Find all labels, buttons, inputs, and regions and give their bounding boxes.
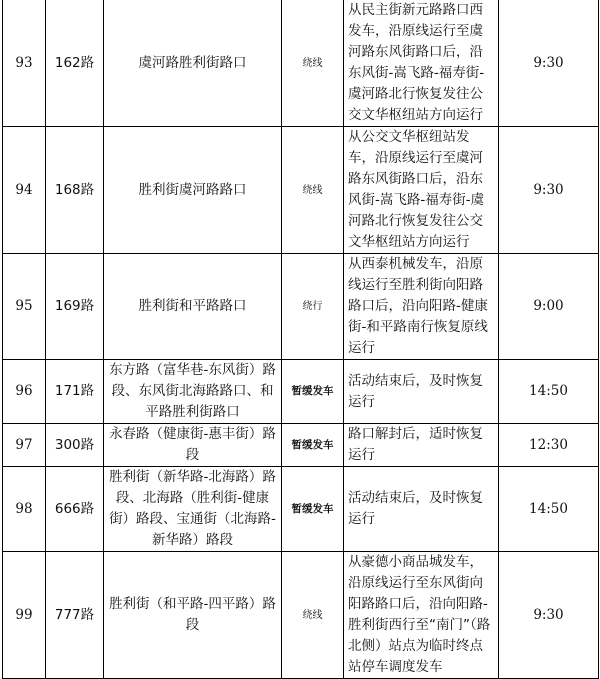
start-time: 12:30 — [499, 424, 599, 467]
adjustment-description: 从豪德小商品城发车，沿原线运行至东风街向阳路路口后，沿向阳路-胜利街西行至“南门”（路北侧）站点为临时终点站停车调度发车 — [344, 552, 499, 679]
adjustment-description: 从公交文华枢纽站发车，沿原线运行至虞河路东风街路口后，沿东风街-嵩飞路-福寿街-虞河路北行恢复发往公交文华枢纽站方向运行 — [344, 127, 499, 254]
start-time: 14:50 — [499, 360, 599, 424]
adjustment-type: 绕线 — [282, 552, 344, 679]
start-time: 9:30 — [499, 127, 599, 254]
table-row — [3, 424, 599, 467]
row-number: 94 — [3, 127, 46, 254]
affected-section: 胜利街（和平路-四平路）路段 — [104, 552, 282, 679]
table-row — [3, 360, 599, 424]
adjustment-type: 绕线 — [282, 0, 344, 127]
row-number: 99 — [3, 552, 46, 679]
row-number: 98 — [3, 467, 46, 552]
adjustment-description: 从西泰机械发车，沿原线运行至胜利街向阳路路口后，沿向阳路-健康街-和平路南行恢复原线运行 — [344, 254, 499, 360]
affected-section: 胜利街虞河路路口 — [104, 127, 282, 254]
route-adjustment-table — [2, 0, 599, 679]
route-number: 169路 — [46, 254, 104, 360]
table-row — [3, 467, 599, 552]
affected-section: 胜利街（新华路-北海路）路段、北海路（胜利街-健康街）路段、宝通街（北海路-新华路）路段 — [104, 467, 282, 552]
adjustment-description: 路口解封后，适时恢复运行 — [344, 424, 499, 467]
affected-section: 虞河路胜利街路口 — [104, 0, 282, 127]
affected-section: 胜利街和平路路口 — [104, 254, 282, 360]
adjustment-type: 暂缓发车 — [282, 424, 344, 467]
adjustment-description: 活动结束后，及时恢复运行 — [344, 467, 499, 552]
start-time: 14:50 — [499, 467, 599, 552]
adjustment-description: 从民主街新元路路口西发车，沿原线运行至虞河路东风街路口后，沿东风街-嵩飞路-福寿街-虞河路北行恢复发往公交文华枢纽站方向运行 — [344, 0, 499, 127]
table-row — [3, 552, 599, 679]
route-number: 300路 — [46, 424, 104, 467]
route-number: 168路 — [46, 127, 104, 254]
table-row — [3, 254, 599, 360]
row-number: 95 — [3, 254, 46, 360]
start-time: 9:30 — [499, 0, 599, 127]
affected-section: 东方路（富华巷-东风街）路段、东风街北海路路口、和平路胜利街路口 — [104, 360, 282, 424]
row-number: 97 — [3, 424, 46, 467]
adjustment-type: 绕行 — [282, 254, 344, 360]
row-number: 93 — [3, 0, 46, 127]
affected-section: 永春路（健康街-惠丰街）路段 — [104, 424, 282, 467]
route-number: 666路 — [46, 467, 104, 552]
table-row — [3, 0, 599, 127]
route-number: 777路 — [46, 552, 104, 679]
adjustment-type: 绕线 — [282, 127, 344, 254]
adjustment-description: 活动结束后，及时恢复运行 — [344, 360, 499, 424]
adjustment-type: 暂缓发车 — [282, 467, 344, 552]
row-number: 96 — [3, 360, 46, 424]
adjustment-type: 暂缓发车 — [282, 360, 344, 424]
start-time: 9:00 — [499, 254, 599, 360]
route-number: 162路 — [46, 0, 104, 127]
start-time: 9:30 — [499, 552, 599, 679]
table-row — [3, 127, 599, 254]
route-number: 171路 — [46, 360, 104, 424]
